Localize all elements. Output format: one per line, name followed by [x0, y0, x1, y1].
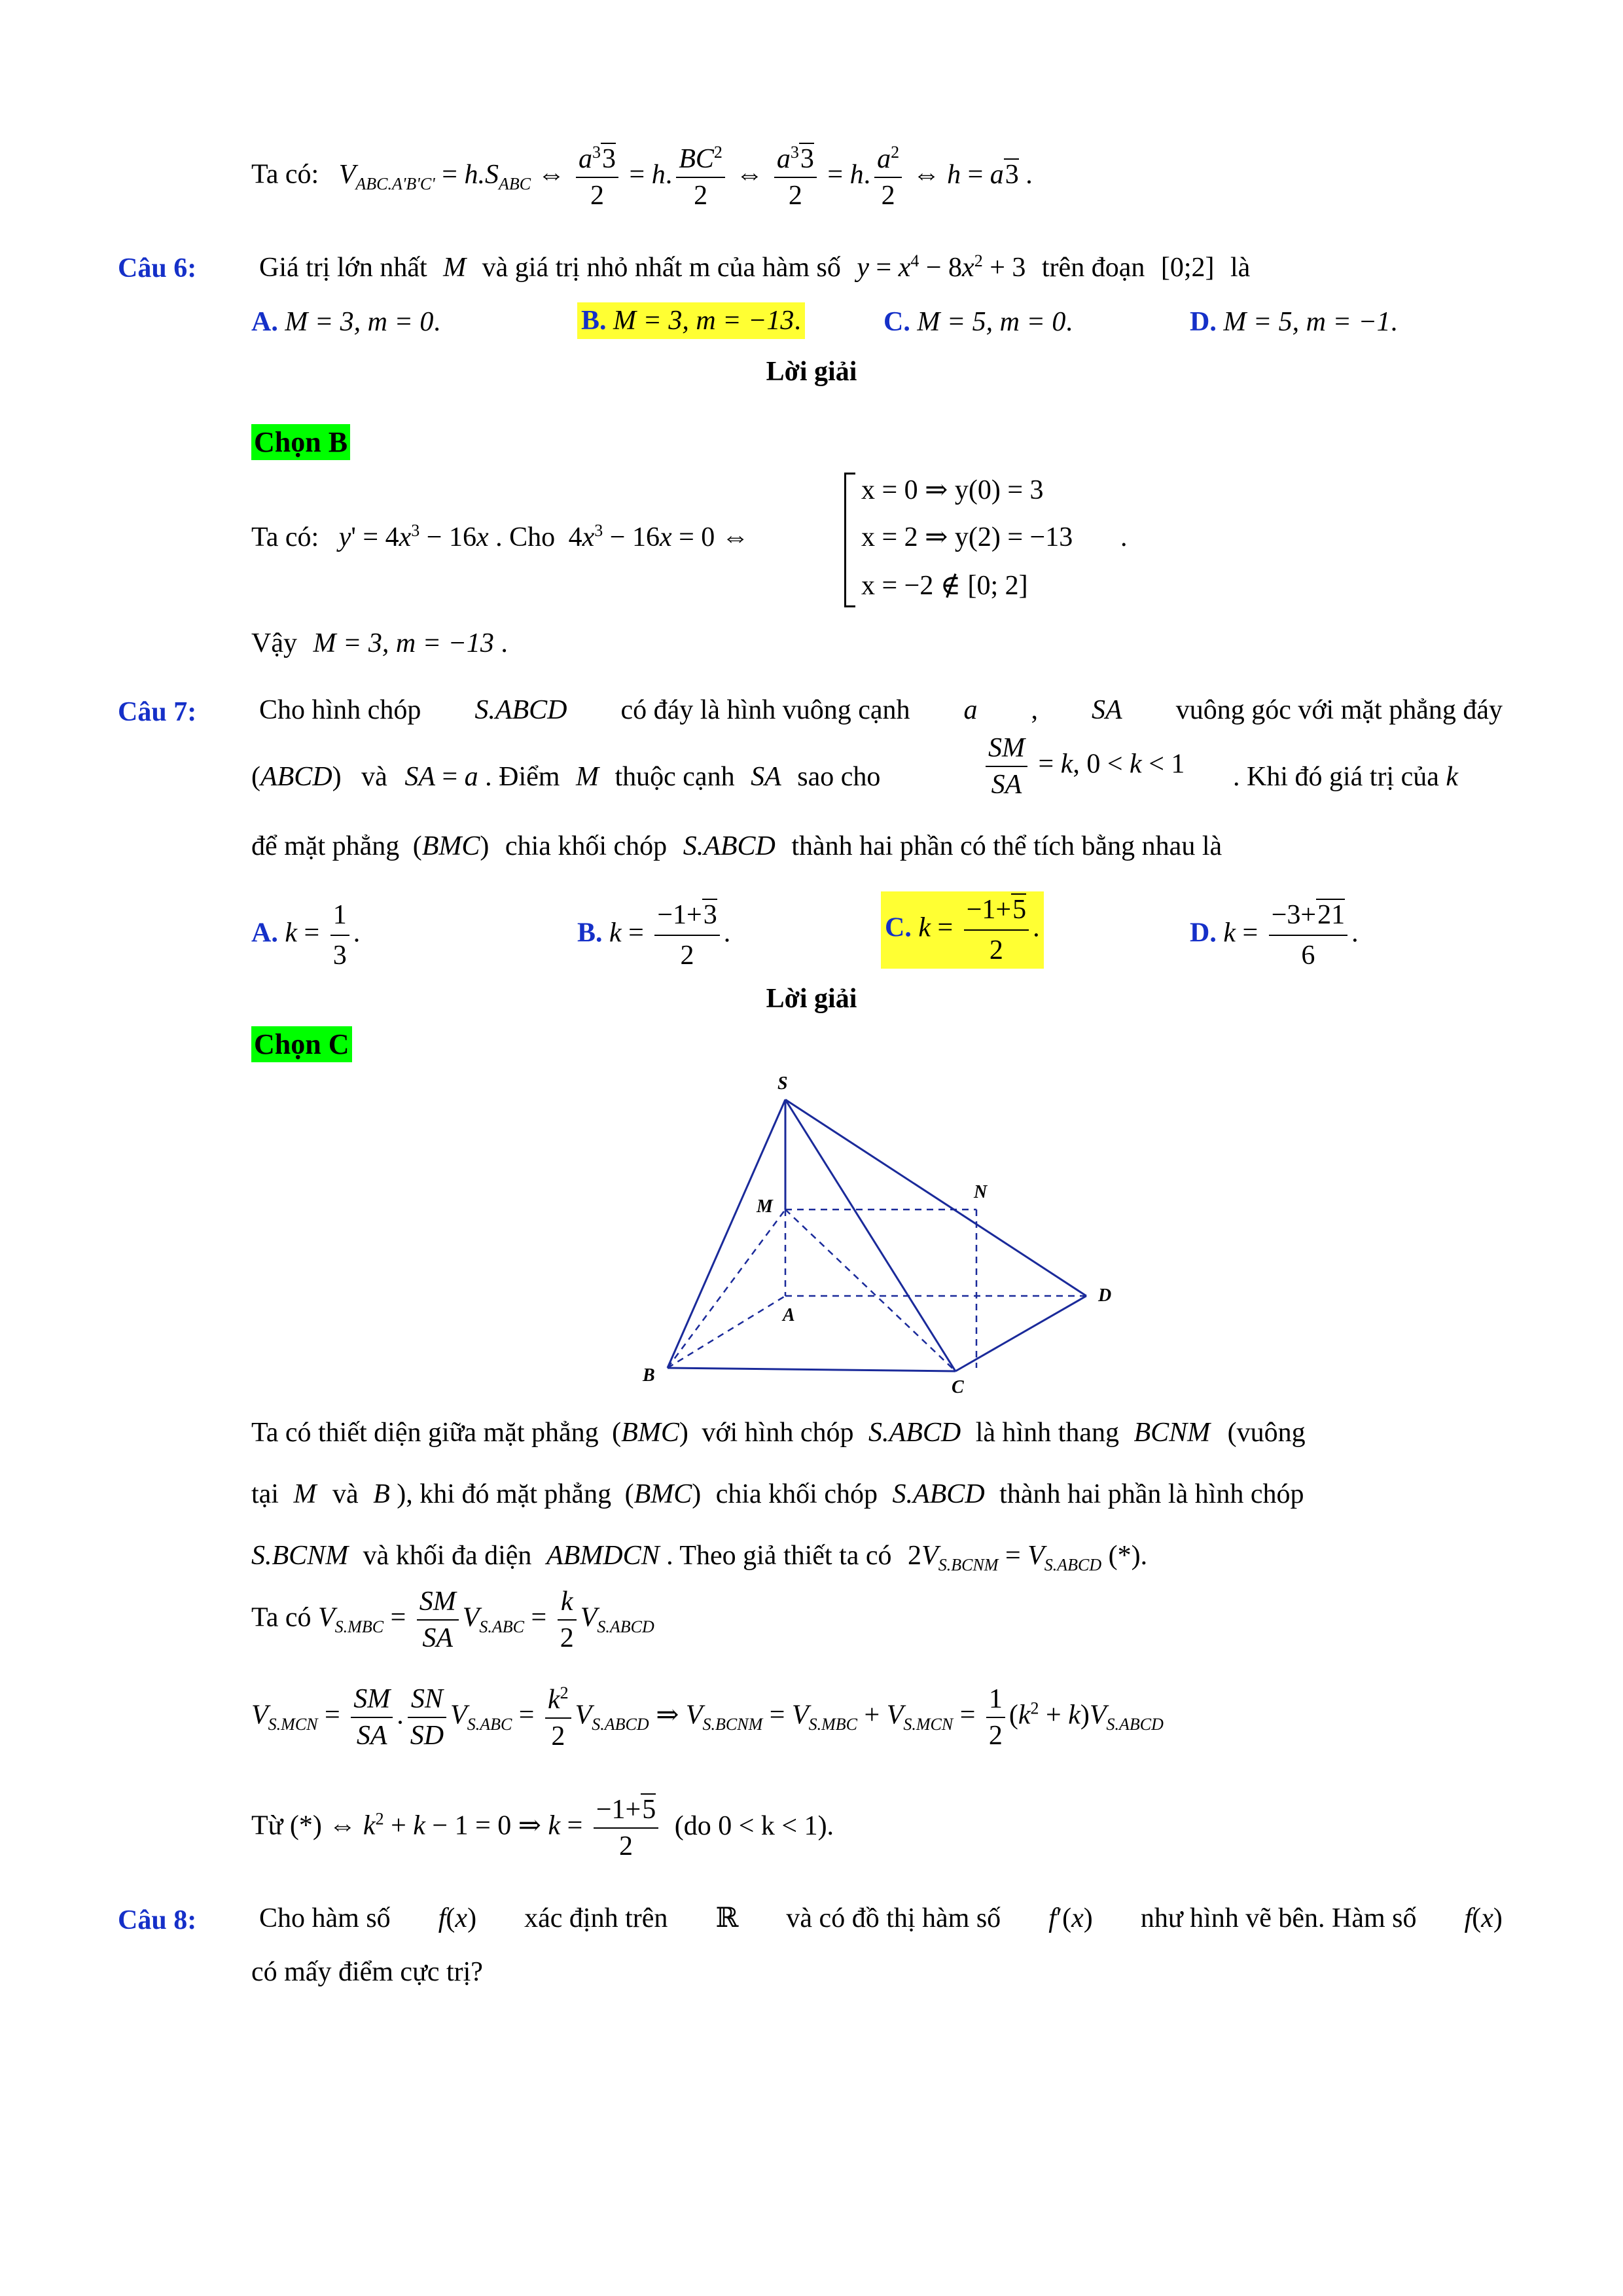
q7-s6-b: (do 0 < k < 1).: [674, 1810, 834, 1841]
q7-l2-e: . Khi đó giá trị của: [1233, 762, 1439, 792]
q6-conclusion: Vậy M = 3, m = −13 .: [251, 628, 508, 658]
q6-case-1: x = 0 ⇒ y(0) = 3: [861, 475, 1044, 505]
q7-l1-b: có đáy là hình vuông cạnh: [620, 695, 910, 725]
q7-l1-a: Cho hình chóp: [259, 695, 421, 725]
q7-answer-b-letter: B.: [577, 918, 603, 948]
point-label-d: D: [1098, 1285, 1112, 1306]
q6-answer-b-value: M = 3, m = −13: [613, 306, 794, 336]
q6-answer-b: B. M = 3, m = −13.: [577, 302, 805, 339]
q7-sol-line-6: Từ (*) ⇔ $k^2 + k - 1 = 0$ ⇒ k = $\frac{-1+5}{2}$ (do 0 < k < 1).: [251, 1795, 834, 1861]
point-label-n: N: [974, 1182, 988, 1202]
q7-line-1: Cho hình chóp S.ABCD có đáy là hình vuông cạnh a , SA vuông góc với mặt phẳng đáy: [259, 695, 1503, 725]
q6-conclusion-value: M = 3, m = −13: [313, 628, 494, 658]
q7-s2-b: và: [332, 1479, 359, 1509]
q6-case-2: x = 2 ⇒ y(2) = −13: [861, 522, 1073, 552]
q8-line-2: có mấy điểm cực trị?: [251, 1957, 483, 1987]
question-6-label: Câu 6:: [118, 253, 197, 283]
q7-l3-b: chia khối chóp: [505, 831, 668, 861]
q6-text-2: và giá trị nhỏ nhất m của hàm số: [482, 253, 841, 283]
q7-sol-line-3: S.BCNM và khối đa diện ABMDCN . Theo giả thiết ta có $2V_{S.BCNM} = V_{S.ABCD}$ (*).: [251, 1541, 1148, 1575]
q6-case-bracket: [844, 473, 855, 607]
q6-text-1: Giá trị lớn nhất: [259, 253, 427, 283]
q6-answer-d-value: M = 5, m = −1: [1223, 307, 1391, 337]
q7-answer-b: B. k = $\frac{-1+3}{2}$ .: [577, 900, 731, 971]
q7-s2-a: tại: [251, 1479, 279, 1509]
q7-sol-line-1: Ta có thiết diện giữa mặt phẳng (BMC) với hình chóp S.ABCD là hình thang BCNM (vuông: [251, 1418, 1306, 1448]
pyramid-figure: [628, 1060, 1126, 1401]
q7-l2-c: thuộc cạnh: [615, 762, 735, 792]
q7-ratio: $\frac{SM}{SA}$ = k, 0 < k < 1: [982, 734, 1185, 798]
prev-intro: Ta có:: [251, 159, 319, 190]
q7-l2-b: . Điểm: [485, 762, 560, 792]
q6-derivative-line: Ta có: $y' = 4x^3 - 16x$ . Cho $4x^3 - 16x = 0$ ⇔: [251, 521, 749, 552]
q7-sol-line-5: $V_{S.MCN}$ = $\frac{SM}{SA}$ . $\frac{SN}{SD}$ $V_{S.ABC}$ = $\frac{k^2}{2}$ $V_{S.ABCD}$ ⇒ $V_{S.BCNM} = V_{S.MBC} + V_{S.MCN}$ = $\frac{1}{2}$ $(k^2 + k)V_{S.ABCD}$: [251, 1683, 1164, 1751]
prev-formula: $V_{ABC.A'B'C'} = h.S_{ABC}$ ⇔ $\frac{a^33}{2}$ = h. $\frac{BC^2}{2}$ ⇔ $\frac{a^33}{2}$ = h. $\frac{a^2}{2}$ ⇔ h = a3 .: [338, 143, 1033, 211]
q8-l1-c: và có đồ thị hàm số: [786, 1903, 1001, 1933]
point-label-s: S: [777, 1073, 788, 1094]
q6-chosen-answer: Chọn B: [251, 424, 350, 460]
q6-answer-d-letter: D.: [1190, 307, 1217, 337]
q7-answer-c-letter: C.: [885, 912, 912, 943]
q8-l1-d: như hình vẽ bên. Hàm số: [1140, 1903, 1417, 1933]
q6-answer-a: A. M = 3, m = 0.: [251, 307, 440, 337]
q7-s4-a: Ta có: [251, 1602, 312, 1633]
q7-answer-c: C. k = $\frac{-1+5}{2}$ .: [881, 891, 1044, 969]
edge-bc: [668, 1368, 955, 1371]
q7-l3-a: để mặt phẳng: [251, 831, 400, 861]
q7-answer-a-letter: A.: [251, 918, 278, 948]
edge-ba: [668, 1296, 785, 1368]
q7-answer-d-letter: D.: [1190, 918, 1217, 948]
q6-text-4: là: [1230, 253, 1251, 283]
edge-sc: [785, 1100, 955, 1371]
q7-sol-line-2: tại M và B ), khi đó mặt phẳng (BMC) chia khối chóp S.ABCD thành hai phần là hình chóp: [251, 1479, 1304, 1509]
q7-s3-a: và khối đa diện: [363, 1541, 532, 1571]
q6-case-3: x = −2 ∉ [0; 2]: [861, 571, 1028, 601]
q6-conclusion-word: Vậy: [251, 628, 297, 658]
q7-s3-b: . Theo giả thiết ta có: [666, 1541, 892, 1571]
point-label-c: C: [952, 1377, 964, 1397]
q7-answer-d: D. k = $\frac{-3+21}{6}$ .: [1190, 900, 1359, 971]
q8-l1-a: Cho hàm số: [259, 1903, 391, 1933]
q7-s2-d: chia khối chóp: [715, 1479, 878, 1509]
q7-s1-b: với hình chóp: [702, 1418, 854, 1448]
question-7-label: Câu 7:: [118, 697, 197, 727]
q7-line-2-end: . Khi đó giá trị của k: [1233, 762, 1459, 792]
q6-text-3: trên đoạn: [1041, 253, 1145, 283]
q6-answer-b-letter: B.: [581, 306, 607, 336]
q7-l2-a: và: [361, 762, 387, 792]
q6-answer-c-value: M = 5, m = 0: [917, 307, 1066, 337]
q7-s2-c: ), khi đó mặt phẳng: [397, 1479, 612, 1509]
q8-line-1: Cho hàm số f(x) xác định trên ℝ và có đồ thị hàm số f′(x) như hình vẽ bên. Hàm số f(x): [259, 1903, 1503, 1933]
q6-answer-c: C. M = 5, m = 0.: [883, 307, 1073, 337]
q7-s1-c: là hình thang: [975, 1418, 1119, 1448]
point-label-m: M: [757, 1196, 773, 1217]
q7-line-3: để mặt phẳng (BMC) chia khối chóp S.ABCD thành hai phần có thể tích bằng nhau là: [251, 831, 1222, 861]
question-8-label: Câu 8:: [118, 1905, 197, 1935]
q6-answer-c-letter: C.: [883, 307, 910, 337]
q7-sol-line-4: Ta có $V_{S.MBC}$ = $\frac{SM}{SA}$ $V_{S.ABC}$ = $\frac{k}{2}$ $V_{S.ABCD}$: [251, 1587, 654, 1653]
q7-s6-a: Từ: [251, 1810, 283, 1841]
question-6-text: Giá trị lớn nhất M và giá trị nhỏ nhất m của hàm số $y = x^4 - 8x^2 + 3$ trên đoạn [0;2] là: [259, 251, 1251, 283]
q8-l1-b: xác định trên: [524, 1903, 668, 1933]
q6-answer-a-letter: A.: [251, 307, 278, 337]
q7-l3-c: thành hai phần có thể tích bằng nhau là: [791, 831, 1222, 861]
q6-sol-cho: Cho: [509, 522, 556, 552]
q7-l2-d: sao cho: [797, 762, 881, 792]
point-label-b: B: [643, 1365, 655, 1386]
q6-case-period: .: [1120, 522, 1128, 552]
q7-s1-d: (vuông: [1227, 1418, 1306, 1448]
q7-chosen-answer: Chọn C: [251, 1026, 352, 1062]
q6-answer-d: D. M = 5, m = −1.: [1190, 307, 1398, 337]
point-label-a: A: [783, 1305, 795, 1325]
q7-l1-c: vuông góc với mặt phẳng đáy: [1175, 695, 1503, 725]
q7-s2-e: thành hai phần là hình chóp: [999, 1479, 1304, 1509]
q6-sol-intro: Ta có:: [251, 522, 319, 552]
q6-solution-heading: Lời giải: [766, 357, 857, 387]
prev-solution-line: [251, 144, 1033, 209]
edge-sd: [785, 1100, 1086, 1296]
edge-cd: [955, 1296, 1086, 1371]
q7-solution-heading: Lời giải: [766, 984, 857, 1014]
q7-line-2: (ABCD) và SA = a . Điểm M thuộc cạnh SA sao cho: [251, 762, 881, 792]
q7-s1-a: Ta có thiết diện giữa mặt phẳng: [251, 1418, 599, 1448]
q6-answer-a-value: M = 3, m = 0: [285, 307, 434, 337]
q7-answer-a: A. k = $\frac{1}{3}$ .: [251, 900, 361, 971]
